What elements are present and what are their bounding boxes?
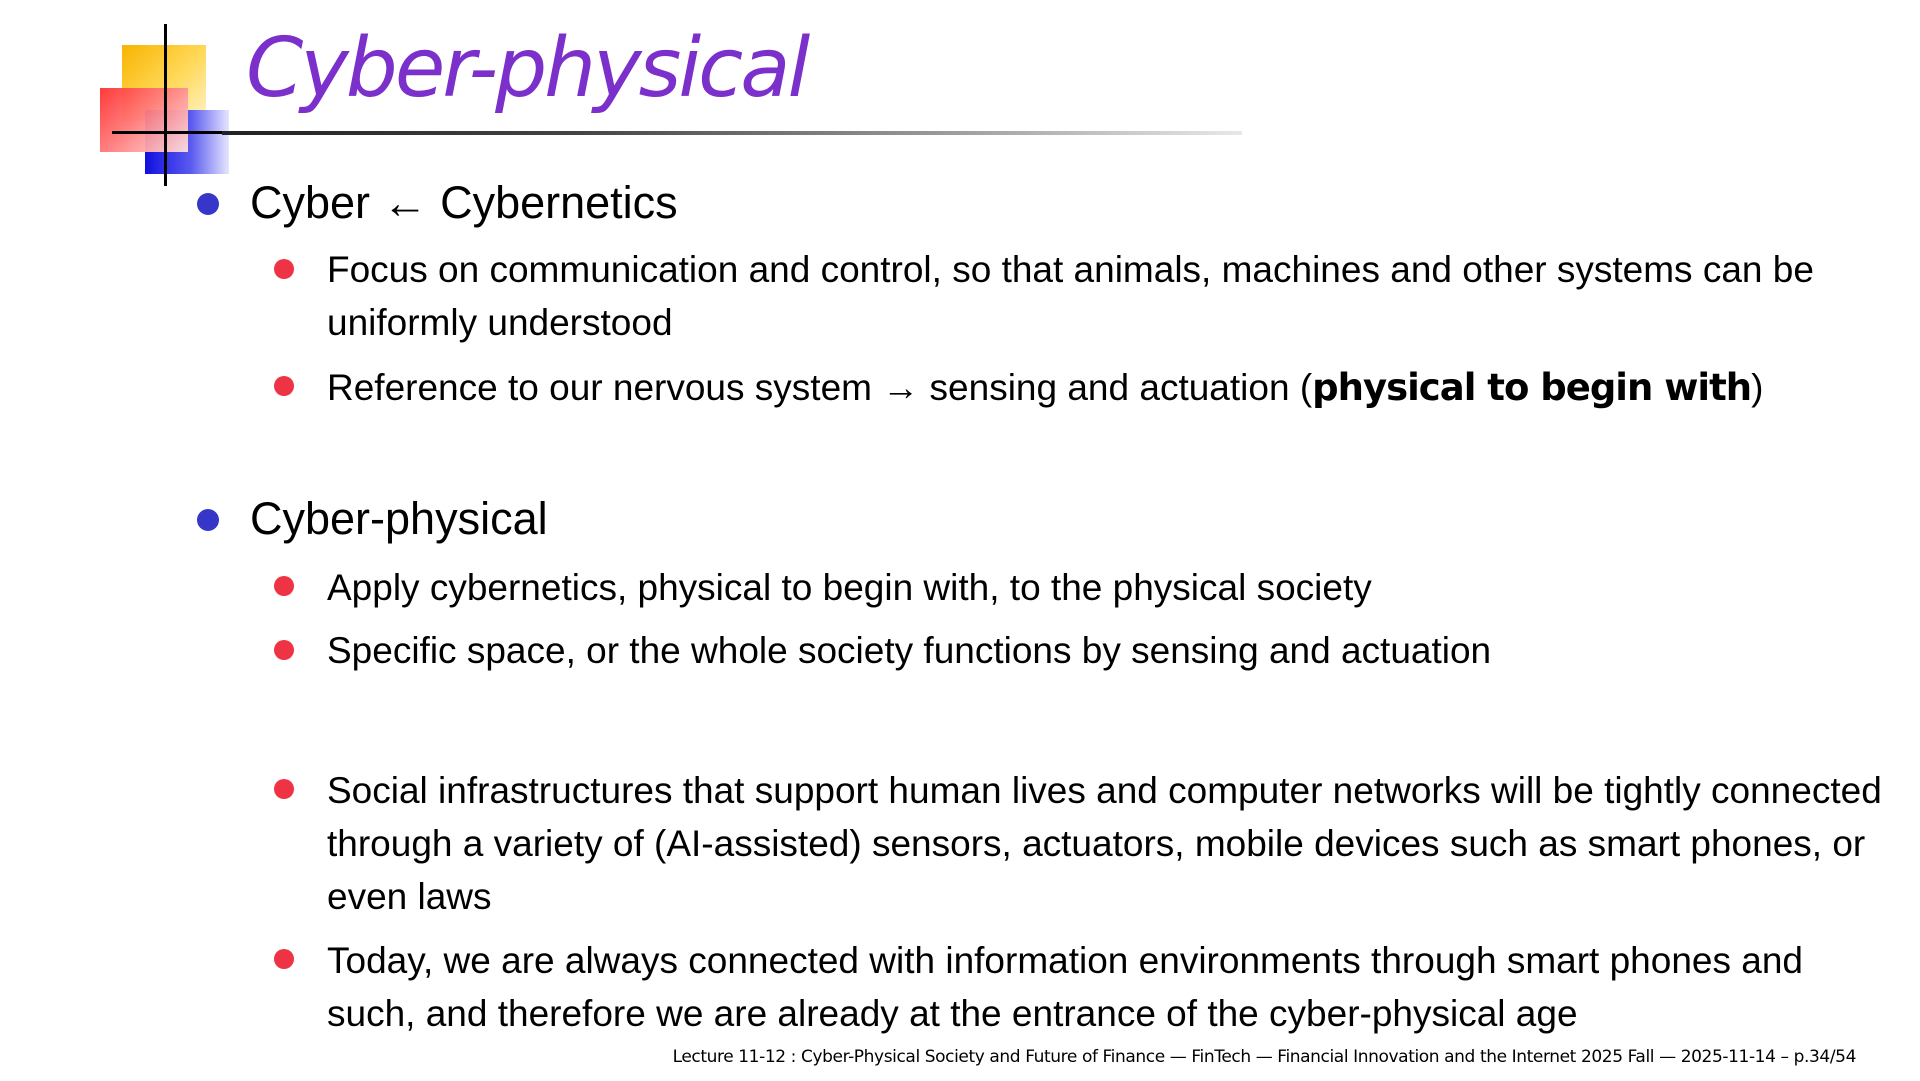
item-text: sensing and actuation ( [929,367,1313,408]
list-item: Social infrastructures that support human lives and computer networks will be tightly connected through a variety of (AI-assisted) sensors, actuators, mobile devices such as smart phones, or even laws [327,770,1882,917]
list-item: Today, we are always connected with information environments through smart phones and such, and therefore we are already at the entrance of the cyber-physical age [327,940,1804,1034]
heading-left-text: Cyber [250,177,371,228]
bullet-icon [274,779,294,799]
left-arrow-icon: ← [382,177,428,228]
list-item [327,361,1887,414]
logo-red-square [100,88,188,152]
bullet-icon [197,509,219,531]
item-text: Reference to our nervous system [327,367,872,408]
bullet-icon [274,259,294,279]
list-item: Focus on communication and control, so that animals, machines and other systems can be uniformly understood [327,249,1814,343]
section-heading-cyber-physical: Cyber-physical [250,493,548,544]
emphasis-text: physical to begin with [1312,366,1752,409]
list-item: Apply cybernetics, physical to begin with, to the physical society [327,567,1372,608]
slide-footer: Lecture 11-12 : Cyber-Physical Society and Future of Finance — FinTech — Financial Innovation and the Internet 2025 Fall — 2025-11-14 – p.34/54 [672,1047,1856,1067]
bullet-icon [274,576,294,596]
bullet-icon [274,376,294,396]
bullet-icon [274,640,294,660]
right-arrow-icon: → [882,367,920,408]
title-rule [222,131,1242,135]
slide-logo [0,0,240,200]
slide-title: Cyber-physical [246,21,808,116]
logo-horizontal-line [112,131,228,134]
bullet-icon [197,193,219,215]
list-item: Specific space, or the whole society functions by sensing and actuation [327,630,1492,671]
heading-right-text: Cybernetics [440,177,678,228]
logo-vertical-line [164,24,167,186]
item-text: ) [1751,367,1764,408]
bullet-icon [274,949,294,969]
section-heading-cyber [250,176,678,230]
